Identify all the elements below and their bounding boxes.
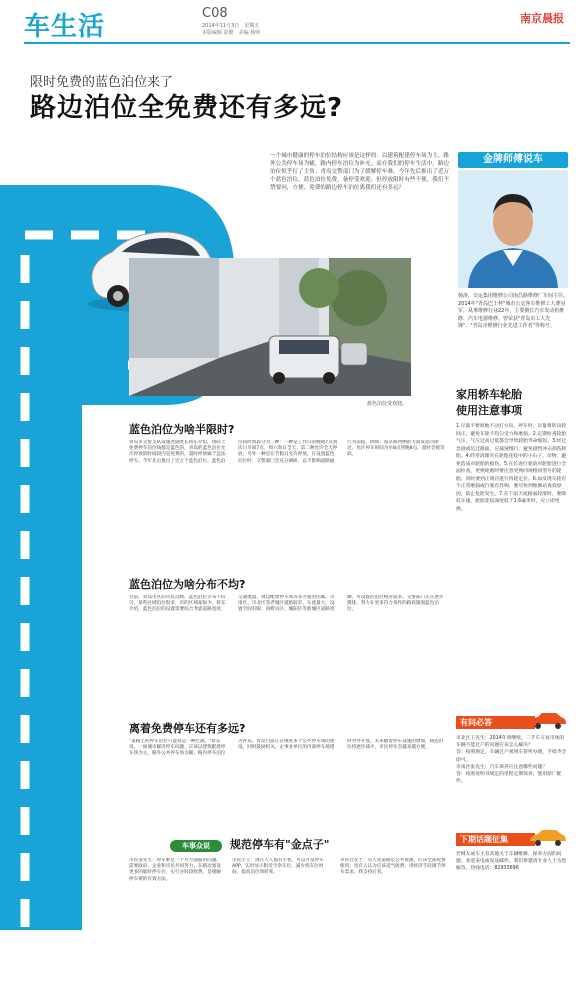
header-rule <box>24 42 570 44</box>
date-line: 2014年11月3日 星期五 <box>202 23 260 29</box>
expert-portrait <box>458 170 568 288</box>
photo-caption: 蓝色泊位受欢迎。 <box>367 401 408 407</box>
expert-title <box>456 387 522 419</box>
expert-tag: 金牌师傅说车 <box>458 152 568 168</box>
date-meta <box>202 23 260 37</box>
section2-title: 蓝色泊位为啥分布不均? <box>129 578 246 591</box>
expert-title-line2: 使用注意事项 <box>456 404 522 417</box>
qa-question-2: 市南区张先生：汽车保养应注意哪些问题？ <box>456 764 548 770</box>
bottom-col-2: 市民小王：现在人人都有手机，可以开发停车APP，实时显示附近空余车位，减少找车位时间，提高泊位周转率。 <box>232 858 324 876</box>
editor-line: 本版编辑 彭健 美编 杨帅 <box>202 30 261 36</box>
bottom-pill: 车事众说 <box>170 840 222 852</box>
expert-title-line1: 家用轿车轮胎 <box>456 388 522 401</box>
bottom-title: 规范停车有"金点子" <box>230 838 330 851</box>
xiaba-body: 若网友或车主有其他关于车辆维修、保养方面的问题，欢迎来电或发送邮件，我们将邀请专业人士为您解答。热线电话：82933696 <box>456 852 567 872</box>
qa-answer-1: 答：按照规定，车辆过户须到车管所办理，手续齐全即可。 <box>456 750 567 763</box>
street-photo <box>129 258 411 396</box>
section3-body: "道路上的停车泊位只能说是一种过渡。"蒋东说，一座城市解决停车问题，应该以建筑配建停车场为主，路外公共停车场为辅，路内停车泊位为补充。青岛目前正在推进多个公共停车场的建设，同时鼓励机关、企事业单位的内部停车场错时对外开放。未来随着停车设施的增加，路边泊位将逐步减少，市民停车会越来越方便。 <box>129 739 444 757</box>
expert-bio: 杨涛，交运集团维修公司南昌路维修厂车间主任。2014年"青岛巴士杯"城市公交客车维修工大赛冠军，从事维修行业22年，主要擅长汽车发动机维修、汽车电器维修。曾荣获"青岛市工人先锋"、"青岛市维修行业先进工作者"等称号。 <box>458 293 569 330</box>
article-kicker: 限时免费的蓝色泊位来了 <box>30 75 174 90</box>
section1-body: 青岛市交警支队设施处副处长蒋东介绍，国际上免费停车泊位线都是蓝色的，青岛的蓝色泊位允许停放的时间段内是免费的，超时停放属于违法停车。今年先后推出了近万个蓝色泊位。蓝色泊位按时间段分为三种：一种是工作日的晚间7点到次日早间7点，周六周日全天；第二种允许全天停放；另外一种是在节假日允许停放。在设置蓝色泊位时，交警部门会充分调研，以不影响道路通行为前提。例如：南京路西侧的大润发超市附近，允许停车时间为早8点到晚8点，超时会被罚款。 <box>129 440 445 464</box>
paper-name: 南京晨报 <box>520 12 564 25</box>
bottom-col-1: 市民姜先生：停车难是一个方方面面的问题，需要政府、企业和市民共同努力。在路边划设更多的临时停车位，实行分时段收费，是缓解停车难的有效方法。 <box>129 858 221 882</box>
article-headline: 路边泊位全免费还有多远? <box>30 93 344 123</box>
section-logo: 车生活 <box>24 12 106 42</box>
qa-answer-2: 答：按照说明书规定的里程定期保养，使用原厂配件。 <box>456 772 562 785</box>
badge-xiaba: 下期话题征集 <box>456 833 535 846</box>
section2-body: 目前，青岛市区的市民反映，蓝色泊位分布不均匀，某些区域泊位很多，有的区域却很少。蒋东介绍，蓝色泊位的设置需要综合考虑道路宽度、交通流量、周边配建停车场等多方面的因素。市南区、市北区等老城区道路较窄，车流量大，设置空间有限；而崂山区、城阳区等新城区道路宽阔，可设置的泊位相对较多。交警部门正在逐步摸排，努力在更多符合条件的路段施划蓝色泊位。 <box>129 595 444 613</box>
article-lead: 一个城市健康的停车泊位结构应该是这样的：以建筑配建停车场为主，路外公共停车场为辅，路内停车泊位为补充。而在我们的停车生活中，路边泊位似乎扛了主角。青岛交警部门为了缓解停车难，今年先后推出了近万个蓝色泊位，蓝色泊位免费，备停受欢迎。但停放限时有些不便，我们不禁要问，方便、免费的路边停车泊位离我们还有多远？ <box>270 153 450 191</box>
section3-title: 离着免费停车还有多远? <box>129 722 246 735</box>
qa-question-1: 市北区王先生：2014年将继续，二手车交易市场的车辆不能过户的问题应该怎么解决？ <box>456 736 565 749</box>
qa-block <box>456 735 568 825</box>
section1-title: 蓝色泊位为啥半限时? <box>129 423 235 436</box>
badge-youji: 有问必答 <box>456 716 535 729</box>
car-icon <box>528 712 568 730</box>
expert-body: 1.尽量不要原地不动打方向，停车时，尽量将转向轮回正，避免车轮不均匀受力和磨损。2.定期检查轮胎气压，气压过高过低都会导致轮胎寿命缩短。3.经过急剧或坑洼路面，应减速慢行，避免剧烈冲击损伤轮胎。4.经常清理夹在轮胎花纹中的小石子、杂物，避免造成对轮胎的损伤。5.在长途行驶前对轮胎进行全面检查，更换轮胎时要注意更换同规格同型号的轮胎，同时要到正规店进行四轮定位。6.如发现车轮有不正常磨损或行驶有异响，要尽快到维修站查找原因，防止危险发生。7.在下雨天或路面较滑时，要降低车速，轮胎花纹深度低于1.6毫米时，应立即更换。 <box>456 424 567 512</box>
car-icon <box>528 829 568 847</box>
bottom-col-3: 市民白女士：有人说道路是公共资源，应该全部免费使用；也有人认为应该适当收费，用经济手段调节停车需求，我支持后者。 <box>340 858 446 876</box>
page-code: C08 <box>202 6 228 21</box>
